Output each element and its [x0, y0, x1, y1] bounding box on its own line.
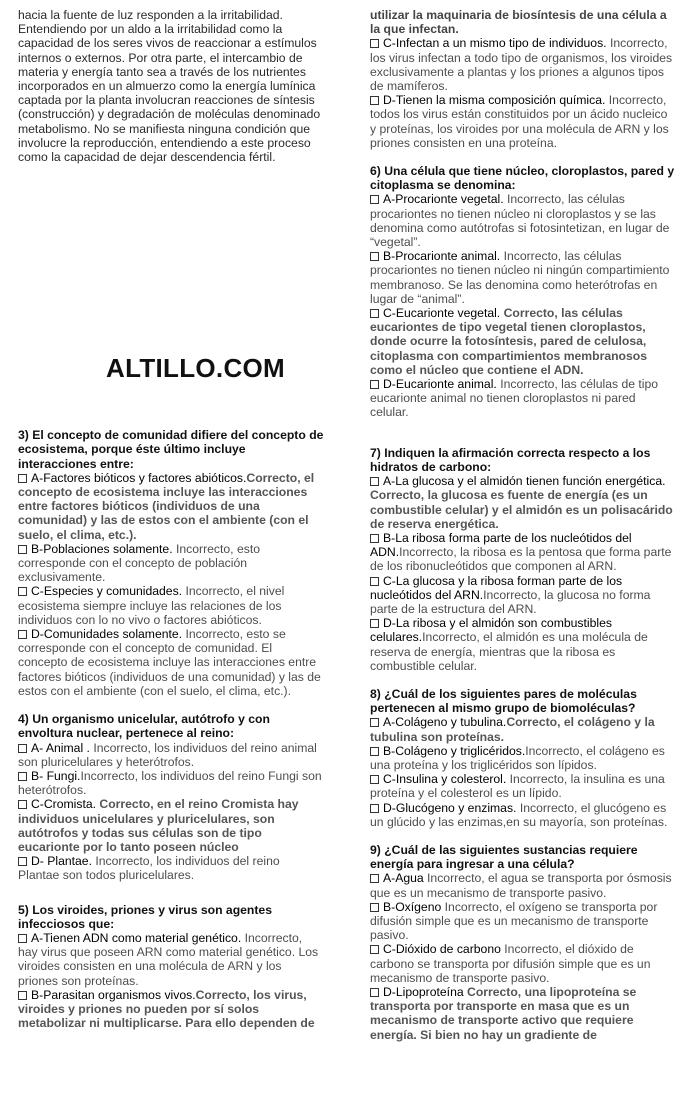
- answer-option: [370, 744, 676, 772]
- q5-continuation-text: utilizar la maquinaria de biosíntesis de una célula a la que infectan.: [370, 8, 667, 37]
- option-feedback: Correcto, las células eucariontes de tipo vegetal tienen cloroplastos, donde ocurre la fotosíntesis, pared de celulosa, citoplasma con compartimientos membranosos como el núcleo que contiene el ADN.: [370, 306, 647, 377]
- option-label: B-Poblaciones solamente.: [31, 541, 173, 556]
- checkbox-icon[interactable]: [370, 775, 379, 784]
- options-list: [370, 36, 676, 150]
- option-feedback: Incorrecto, las células procariontes no tienen núcleo ni ningún compartimiento membranoso. Se las denomina como heterótrofas en lugar de “animal”.: [370, 249, 670, 306]
- answer-option: [370, 192, 676, 249]
- option-label: B-Oxígeno: [383, 899, 442, 914]
- answer-option: [18, 988, 324, 1031]
- option-label: C-Especies y comunidades.: [31, 584, 183, 599]
- answer-option: [370, 772, 676, 800]
- option-label: A-La glucosa y el almidón tienen función energética.: [383, 474, 666, 489]
- answer-option: [370, 93, 676, 150]
- option-feedback: Incorrecto, el nivel ecosistema siempre incluye las relaciones de los individuos con lo no vivo o factores abióticos.: [18, 584, 285, 627]
- question-4: [18, 712, 324, 882]
- options-list: [18, 931, 324, 1030]
- question-title: 5) Los viroides, priones y virus son agentes infecciosos que:: [18, 902, 272, 931]
- options-list: [370, 192, 676, 419]
- option-label: D-Eucarionte animal.: [383, 377, 497, 392]
- checkbox-icon[interactable]: [370, 804, 379, 813]
- option-feedback: Incorrecto, el agua se transporta por ósmosis que es un mecanismo de transporte pasivo.: [370, 871, 672, 900]
- left-column: [18, 8, 324, 1030]
- checkbox-icon[interactable]: [370, 252, 379, 261]
- question-title: 9) ¿Cuál de las siguientes sustancias requiere energía para ingresar a una célula?: [370, 842, 638, 872]
- checkbox-icon[interactable]: [370, 718, 379, 727]
- option-label: D-La ribosa y el almidón son combustibles celulares.: [370, 616, 612, 645]
- option-feedback: Incorrecto, el glucógeno es un glúcido y las enzimas,en su mayoría, son proteínas.: [370, 800, 668, 829]
- question-6: [370, 164, 676, 420]
- spacer: [370, 420, 676, 446]
- question-title: 6) Una célula que tiene núcleo, cloroplastos, pared y citoplasma se denomina:: [370, 164, 675, 193]
- option-feedback: Incorrecto, esto se corresponde con el concepto de comunidad. El concepto de ecosistema incluye las interacciones entre factores bióticos (individuos de una comunidad) y las de estos con el ambiente (con el suelo, el clima, etc.).: [18, 627, 321, 698]
- answer-option: [370, 249, 676, 306]
- checkbox-icon[interactable]: [370, 380, 379, 389]
- checkbox-icon[interactable]: [370, 747, 379, 756]
- option-label: D-Comunidades solamente.: [31, 627, 183, 642]
- option-feedback: Incorrecto, la glucosa no forma parte de la estructura del ARN.: [370, 587, 651, 616]
- answer-option: [370, 474, 676, 531]
- checkbox-icon[interactable]: [18, 630, 27, 639]
- question-5: [18, 903, 324, 1031]
- options-list: [370, 871, 676, 1041]
- spacer: [370, 829, 676, 843]
- option-label: A-Tienen ADN como material genético.: [31, 930, 242, 945]
- option-feedback: Incorrecto, los individuos del reino animal son pluricelulares y heterótrofos.: [18, 740, 317, 769]
- option-label: C-Eucarionte vegetal.: [383, 306, 501, 321]
- option-label: D-Lipoproteína: [383, 985, 464, 999]
- option-feedback: Incorrecto, las células de tipo eucarionte animal no tienen cloroplastos ni pared celular.: [370, 377, 659, 420]
- checkbox-icon[interactable]: [18, 587, 27, 596]
- option-label: B-Colágeno y triglicéridos.: [383, 743, 526, 758]
- option-feedback: Incorrecto, los individuos del reino Plantae son todos pluricelulares.: [18, 854, 280, 883]
- answer-option: [370, 36, 676, 93]
- options-list: [370, 474, 676, 673]
- option-label: D-Tienen la misma composición química.: [383, 93, 606, 108]
- option-label: C-La glucosa y la ribosa forman parte de los nucleótidos del ARN.: [370, 573, 623, 602]
- option-feedback: Incorrecto, todos los virus están constituidos por un ácido nucleico y proteínas, los viroides por una molécula de ARN y los priones consisten en una proteína.: [370, 93, 669, 150]
- spacer: [18, 883, 324, 903]
- question-title: 8) ¿Cuál de los siguientes pares de moléculas pertenecen al mismo grupo de biomoléculas?: [370, 686, 637, 716]
- question-7: [370, 446, 676, 673]
- option-label: A-Colágeno y tubulina.: [383, 715, 507, 730]
- option-label: B- Fungi.: [31, 768, 81, 783]
- option-label: B-La ribosa forma parte de los nucleótidos del ADN.: [370, 530, 632, 560]
- checkbox-icon[interactable]: [370, 195, 379, 204]
- answer-option: [370, 801, 676, 829]
- answer-option: [370, 306, 676, 377]
- option-label: A- Animal .: [31, 740, 90, 755]
- options-list: [18, 471, 324, 698]
- option-feedback: Incorrecto, el oxígeno se transporta por difusión simple que es un mecanismo de transporte pasivo.: [370, 899, 658, 943]
- question-8: [370, 687, 676, 829]
- option-feedback: Incorrecto, los individuos del reino Fungi son heterótrofos.: [18, 768, 322, 798]
- option-feedback: Correcto, una lipoproteína se transporta por transporte en masa que es un mecanismo de transporte activo que requiere energía. Si bien no hay un gradiente de: [370, 985, 637, 1042]
- question-9: [370, 843, 676, 1042]
- option-label: A-Agua: [383, 871, 424, 886]
- option-feedback: Incorrecto, la insulina es una proteína y el colesterol es un lípido.: [370, 772, 665, 801]
- answer-option: [18, 627, 324, 698]
- option-label: A-Factores bióticos y factores abióticos.: [31, 470, 247, 485]
- question-title: 7) Indiquen la afirmación correcta respecto a los hidratos de carbono:: [370, 445, 651, 474]
- option-feedback: Incorrecto, los virus infectan a todo tipo de organismos, los viroides exclusivamente a plantas y los priones a algunos tipos de mamíferos.: [370, 36, 673, 94]
- option-label: B-Procarionte animal.: [383, 249, 501, 264]
- answer-option: [370, 377, 676, 420]
- option-feedback: Incorrecto, hay virus que poseen ARN como material genético. Los viroides consisten en una molécula de ARN y los priones son proteínas.: [18, 930, 319, 988]
- option-feedback: Correcto, los virus, viroides y priones no pueden por sí solos metabolizar ni multiplicarse. Para ello dependen de: [18, 987, 315, 1031]
- checkbox-icon[interactable]: [370, 874, 379, 883]
- checkbox-icon[interactable]: [370, 309, 379, 318]
- option-feedback: Correcto, el colágeno y la tubulina son proteínas.: [370, 715, 655, 744]
- option-feedback: Correcto, en el reino Cromista hay individuos unicelulares y pluricelulares, son autótrofos y todas sus células son de tipo eucarionte por lo tanto poseen núcleo: [18, 797, 299, 854]
- spacer: [18, 698, 324, 712]
- spacer: [18, 164, 324, 428]
- question-title: 4) Un organismo unicelular, autótrofo y con envoltura nuclear, pertenece al reino:: [18, 712, 270, 741]
- option-feedback: Incorrecto, el colágeno es una proteína y los triglicéridos son lípidos.: [370, 743, 665, 772]
- checkbox-icon[interactable]: [370, 96, 379, 105]
- answer-option: [370, 616, 676, 673]
- checkbox-icon[interactable]: [370, 39, 379, 48]
- checkbox-icon[interactable]: [370, 988, 379, 997]
- answer-option: [370, 531, 676, 574]
- option-label: C-Infectan a un mismo tipo de individuos.: [383, 36, 607, 51]
- checkbox-icon[interactable]: [370, 903, 379, 912]
- option-feedback: Correcto, la glucosa es fuente de energía (es un combustible celular) y el almidón es un polisacárido de reserva energética.: [370, 488, 673, 531]
- option-label: B-Parasitan organismos vivos.: [31, 987, 196, 1002]
- option-feedback: Incorrecto, el dióxido de carbono se transporta por difusión simple que es un mecanismo de transporte pasivo.: [370, 942, 651, 985]
- answer-option: [370, 985, 676, 1042]
- option-label: A-Procarionte vegetal.: [383, 192, 504, 207]
- option-label: C-Dióxido de carbono: [383, 942, 501, 957]
- option-label: C-Insulina y colesterol.: [383, 772, 507, 787]
- option-feedback: Correcto, el concepto de ecosistema incluye las interacciones entre factores bióticos (individuos de una comunidad) y las de estos con el ambiente (con el suelo, el clima, etc.).: [18, 470, 315, 542]
- checkbox-icon[interactable]: [370, 577, 379, 586]
- answer-option: [18, 797, 324, 854]
- option-label: C-Cromista.: [31, 797, 97, 812]
- option-feedback: Incorrecto, esto corresponde con el concepto de población exclusivamente.: [18, 541, 260, 585]
- answer-option: [18, 769, 324, 797]
- answer-option: [18, 854, 324, 882]
- answer-option: [18, 741, 324, 769]
- checkbox-icon[interactable]: [18, 857, 27, 866]
- options-list: [18, 741, 324, 883]
- option-label: D- Plantae.: [31, 854, 92, 869]
- brand-watermark: ALTILLO.COM: [106, 353, 286, 383]
- option-feedback: Incorrecto, las células procariontes no tienen núcleo ni cloroplastos y se las denomina como autótrofas si fotosintetizan, en lugar de “vegetal”.: [370, 192, 670, 250]
- answer-option: [370, 574, 676, 617]
- checkbox-icon[interactable]: [18, 772, 27, 781]
- answer-option: [18, 471, 324, 542]
- answer-option: [18, 931, 324, 988]
- question-title: 3) El concepto de comunidad difiere del concepto de ecosistema, porque éste último incluye interacciones entre:: [18, 428, 324, 471]
- checkbox-icon[interactable]: [370, 619, 379, 628]
- checkbox-icon[interactable]: [18, 744, 27, 753]
- option-feedback: Incorrecto, el almidón es una molécula de reserva de energía, mientras que la ribosa es combustible celular.: [370, 630, 648, 673]
- checkbox-icon[interactable]: [18, 800, 27, 809]
- intro-paragraph: hacia la fuente de luz responden a la irritabilidad. Entendiendo por un aldo a la irritabilidad como la capacidad de los seres vivos de reaccionar a estímulos internos o externos. Por otra parte, el intercambio de materia y energía tanto sea a través de los nutrientes incorporados en un almuerzo como la energía lumínica captada por la planta involucran reacciones de síntesis (construcción) y degradación de moléculas denominado metabolismo. No se manifiesta ninguna condición que involucre la reproducción, entendiendo a este proceso como la capacidad de dejar descendencia fértil.: [18, 8, 321, 165]
- checkbox-icon[interactable]: [18, 474, 27, 483]
- spacer: [370, 150, 676, 164]
- checkbox-icon[interactable]: [370, 477, 379, 486]
- answer-option: [18, 584, 324, 627]
- answer-option: [370, 715, 676, 743]
- checkbox-icon[interactable]: [370, 945, 379, 954]
- answer-option: [18, 542, 324, 585]
- answer-option: [370, 942, 676, 985]
- checkbox-icon[interactable]: [18, 545, 27, 554]
- spacer: [370, 673, 676, 687]
- option-label: D-Glucógeno y enzimas.: [383, 800, 517, 815]
- option-feedback: Incorrecto, la ribosa es la pentosa que forma parte de los ribonucleótidos que componen al ARN.: [370, 545, 672, 574]
- checkbox-icon[interactable]: [370, 534, 379, 543]
- options-list: [370, 715, 676, 829]
- answer-option: [370, 871, 676, 899]
- question-3: [18, 428, 324, 698]
- checkbox-icon[interactable]: [18, 934, 27, 943]
- right-column: [370, 8, 676, 1042]
- answer-option: [370, 900, 676, 943]
- checkbox-icon[interactable]: [18, 991, 27, 1000]
